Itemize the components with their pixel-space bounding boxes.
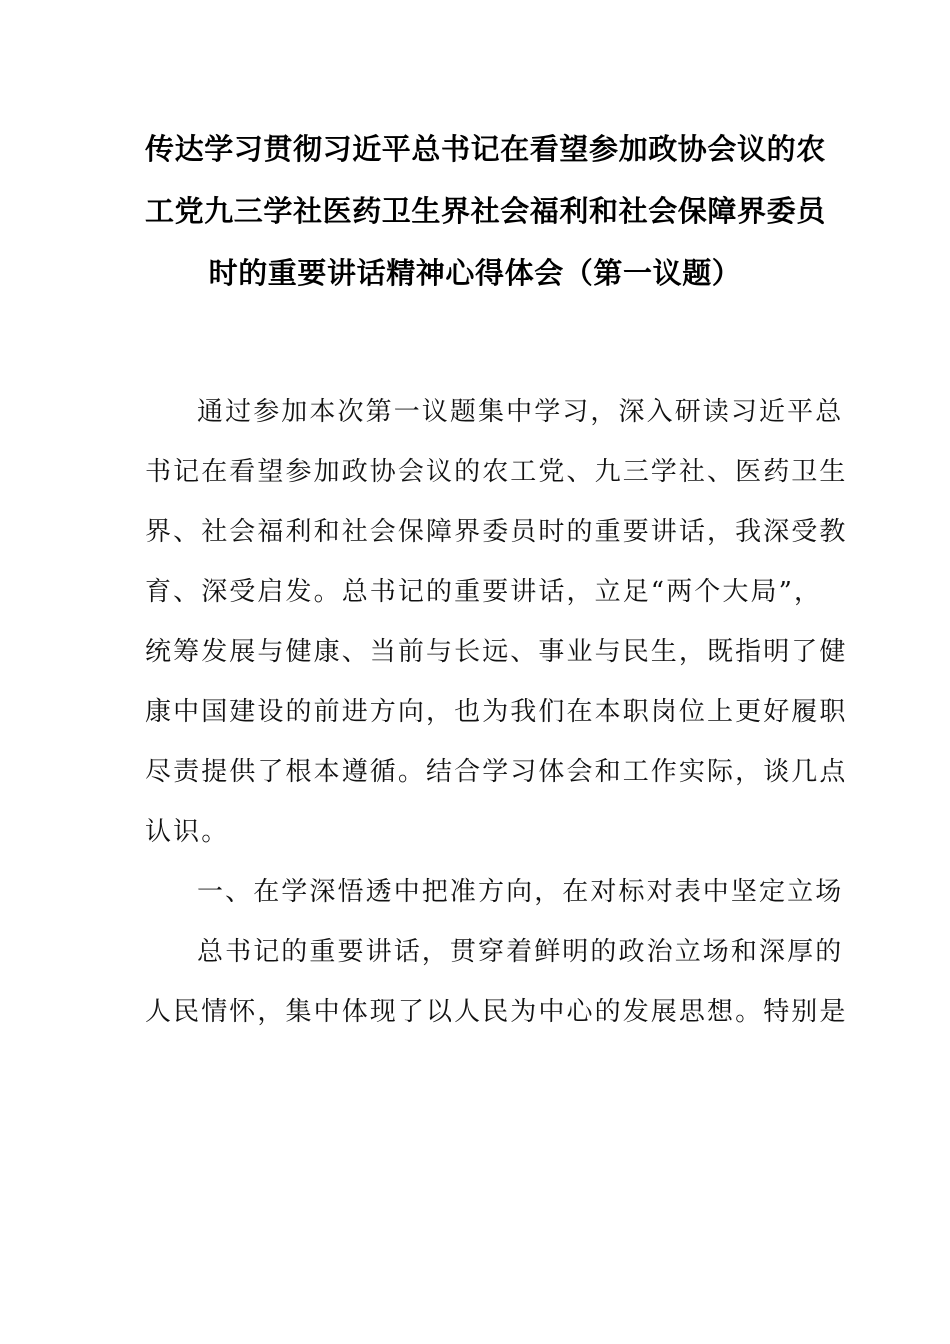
paragraph-line: 育、深受启发。总书记的重要讲话，立足“两个大局”， [145, 577, 823, 607]
paragraph-line: 人民情怀，集中体现了以人民为中心的发展思想。特别是 [145, 997, 848, 1027]
paragraph-line: 总书记的重要讲话，贯穿着鲜明的政治立场和深厚的 [197, 937, 844, 967]
paragraph-line: 书记在看望参加政协会议的农工党、九三学社、医药卫生 [145, 457, 848, 487]
paragraph-section1 [145, 922, 848, 1042]
title-line: 时的重要讲话精神心得体会（第一议题） [208, 256, 742, 290]
paragraph-line: 界、社会福利和社会保障界委员时的重要讲话，我深受教 [145, 517, 848, 547]
paragraph-intro [145, 382, 848, 862]
title-line: 传达学习贯彻习近平总书记在看望参加政协会议的农 [145, 132, 826, 166]
document-body [145, 382, 848, 1042]
section-heading: 一、在学深悟透中把准方向，在对标对表中坚定立场 [197, 877, 844, 907]
paragraph-line: 通过参加本次第一议题集中学习，深入研读习近平总 [197, 397, 844, 427]
paragraph-line: 尽责提供了根本遵循。结合学习体会和工作实际，谈几点 [145, 757, 848, 787]
paragraph-line: 统筹发展与健康、当前与长远、事业与民生，既指明了健 [145, 637, 848, 667]
paragraph-line: 康中国建设的前进方向，也为我们在本职岗位上更好履职 [145, 697, 848, 727]
paragraph-line: 认识。 [145, 817, 230, 847]
title-line: 工党九三学社医药卫生界社会福利和社会保障界委员 [145, 194, 826, 228]
document-title [145, 118, 826, 304]
